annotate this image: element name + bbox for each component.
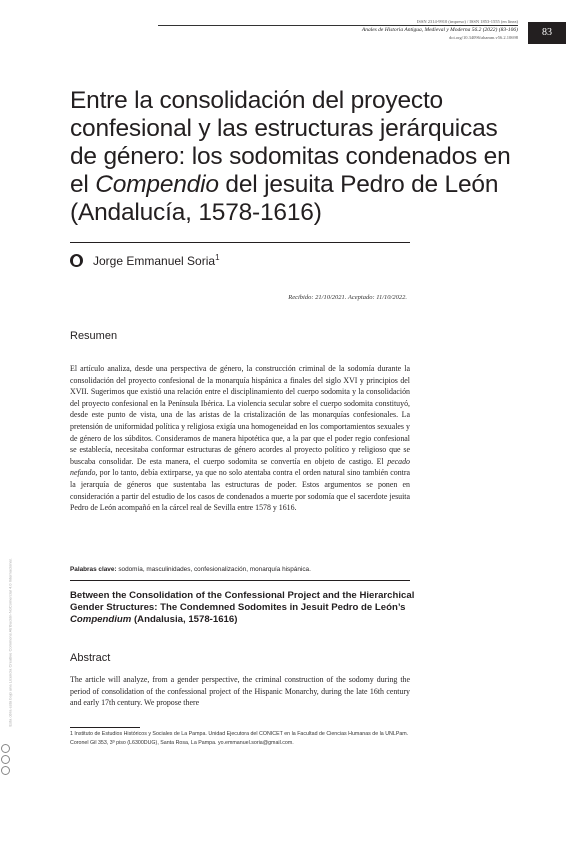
resumen-text (70, 363, 410, 514)
resumen-part-b: , por lo tanto, debía extirparse, ya que no solo atentaba contra el orden natural sino también contra la jerarquía de géneros que sustentaba las estructuras de poder. Estos argumentos se ponen en consideración a partir del estudio de los casos de condenados a muerte por sodomía que el sacerdote jesuita Pedro de León acompañó en la cárcel real de Sevilla entre 1578 y 1616. (70, 468, 410, 513)
cc-by-icon (1, 755, 10, 764)
keywords (70, 566, 415, 573)
cc-circle-icon (1, 744, 10, 753)
keywords-divider (70, 580, 410, 581)
creative-commons-icon[interactable] (1, 744, 11, 789)
journal-citation: Anales de Historia Antigua, Medieval y Moderna 56.2 (2022) (83-106) (158, 25, 518, 34)
title-divider (70, 242, 410, 243)
english-title (70, 590, 415, 626)
article-title (70, 87, 530, 227)
title-text: Entre la consolidación del proyecto confesional y las estructuras jerárquicas de género: los sodomitas condenados en el (70, 87, 511, 198)
abstract-text: The article will analyze, from a gender perspective, the criminal construction of the sodomy during the period of consolidation of the confessional project of the Hispanic Monarchy, during the late 16th century and early 17th century. We propose there (70, 675, 410, 708)
title-text-end: del jesuita Pedro de León (Andalucía, 1578-1616) (70, 171, 499, 226)
resumen-italic: pecado nefando (70, 456, 410, 478)
journal-header (158, 18, 518, 41)
author-footnote-ref[interactable]: 1 (215, 253, 220, 262)
received-dates: Recibido: 21/10/2021. Aceptado: 11/10/2022. (288, 294, 407, 301)
doi-link[interactable]: doi.org/10.34096/ahamm.v56.2.10698 (448, 35, 518, 40)
page-number: 83 (528, 22, 566, 44)
cc-nc-icon (1, 766, 10, 775)
issn-line: ISSN 2314-9910 (impreso) / ISSN 1853-1555 (en línea) (416, 19, 518, 24)
resumen-part-a: El artículo analiza, desde una perspectiva de género, la construcción criminal de la sodomía durante la consolidación del proyecto confesional de la monarquía hispánica a finales del siglo XVI y principios del XVII. Sugerimos que existió una relación entre el disciplinamiento del cuerpo sodomita y la consolidación del proyecto confesional en la Península Ibérica. La violencia secular sobre el cuerpo sodomita constituyó, desde este punto de vista, una de las aristas de la cristalización de las monarquías confesionales. La pretensión de uniformidad política y religiosa exigía una homogeneidad en los comportamientos sexuales y de género de los súbditos. Consideramos de manera hipotética que, a la par que el poder regio confesional se establecía, necesitaba conformar estructuras de género acordes al proyecto político y religioso que se buscaba consolidar. De esta manera, el cuerpo sodomita se convertía en objeto de castigo. El (70, 364, 410, 466)
resumen-heading: Resumen (70, 330, 118, 342)
license-text[interactable]: Esta obra está bajo una Licencia Creative Commons Atribución-NoComercial 4.0 Internacional. (7, 558, 13, 727)
abstract-heading: Abstract (70, 652, 111, 664)
english-title-text: Between the Consolidation of the Confessional Project and the Hierarchical Gender Structures: The Condemned Sodomites in Jesuit Pedro de León’s (70, 590, 415, 613)
author-text: Jorge Emmanuel Soria (93, 254, 216, 268)
title-italic: Compendio (95, 171, 219, 198)
orcid-icon[interactable] (70, 254, 83, 267)
keywords-label: Palabras clave: (70, 566, 117, 573)
author-name (93, 253, 220, 268)
english-title-end: (Andalusia, 1578-1616) (131, 614, 238, 625)
footnote-divider (70, 727, 140, 728)
footnote: 1 Instituto de Estudios Históricos y Sociales de La Pampa. Unidad Ejecutora del CONICET en la Facultad de Ciencias Humanas de la UNLPam. Coronel Gil 353, 3º piso (L6300DUG), Santa Rosa, La Pampa. yo.emmanuel.soria@gmail.com. (70, 731, 409, 746)
keywords-list: sodomía, masculinidades, confesionalización, monarquía hispánica. (116, 566, 311, 573)
english-title-italic: Compendium (70, 614, 132, 625)
